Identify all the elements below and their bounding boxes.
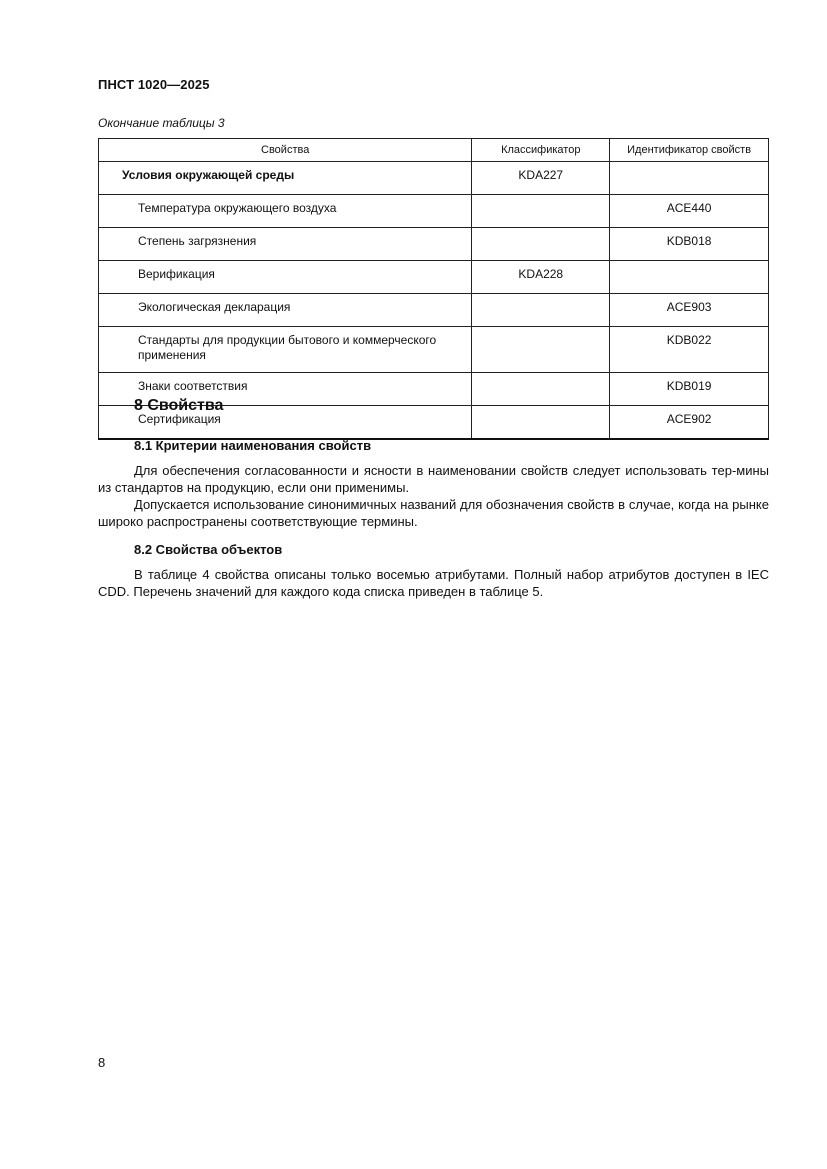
classifier-cell (472, 373, 610, 406)
table-row (99, 228, 769, 261)
table-header-row (99, 139, 769, 162)
classifier-cell (472, 195, 610, 228)
property-cell: Температура окружающего воздуха (99, 195, 472, 228)
table-row (99, 261, 769, 294)
table-row (99, 294, 769, 327)
subsection-heading: 8.2 Свойства объектов (134, 542, 283, 557)
section-heading: 8 Свойства (134, 397, 224, 414)
subsection-heading: 8.1 Критерии наименования свойств (134, 438, 372, 453)
property-cell: Стандарты для продукции бытового и коммерческого применения (99, 327, 472, 373)
identifier-cell: ACE440 (610, 195, 769, 228)
property-cell: Степень загрязнения (99, 228, 472, 261)
properties-table (98, 138, 769, 440)
table-caption: Окончание таблицы 3 (98, 116, 225, 130)
table-row (99, 195, 769, 228)
property-cell: Сертификация (99, 406, 472, 440)
property-cell: Экологическая декларация (99, 294, 472, 327)
document-code: ПНСТ 1020—2025 (98, 77, 210, 92)
column-header-classifier: Классификатор (472, 139, 610, 162)
paragraph: В таблице 4 свойства описаны только восемью атрибутами. Полный набор атрибутов доступен в IEC CDD. Перечень значений для каждого кода списка приведен в таблице 5. (98, 567, 769, 599)
classifier-cell (472, 406, 610, 440)
property-cell: Верификация (99, 261, 472, 294)
property-cell: Условия окружающей среды (99, 162, 472, 195)
classifier-cell: KDA228 (472, 261, 610, 294)
column-header-properties: Свойства (99, 139, 472, 162)
paragraph: Для обеспечения согласованности и ясности в наименовании свойств следует использовать тер-мины из стандартов на продукцию, если они применимы. (98, 463, 769, 495)
classifier-cell (472, 327, 610, 373)
table-row (99, 162, 769, 195)
identifier-cell: KDB022 (610, 327, 769, 373)
table-row (99, 327, 769, 373)
identifier-cell: KDB019 (610, 373, 769, 406)
classifier-cell: KDA227 (472, 162, 610, 195)
identifier-cell: ACE902 (610, 406, 769, 440)
paragraph: Допускается использование синонимичных названий для обозначения свойств в случае, когда на рынке широко распространены соответствующие термины. (98, 497, 769, 529)
classifier-cell (472, 294, 610, 327)
identifier-cell: ACE903 (610, 294, 769, 327)
classifier-cell (472, 228, 610, 261)
column-header-identifier: Идентификатор свойств (610, 139, 769, 162)
property-cell: Знаки соответствия (99, 373, 472, 406)
identifier-cell (610, 261, 769, 294)
identifier-cell (610, 162, 769, 195)
identifier-cell: KDB018 (610, 228, 769, 261)
page-number: 8 (98, 1055, 106, 1070)
